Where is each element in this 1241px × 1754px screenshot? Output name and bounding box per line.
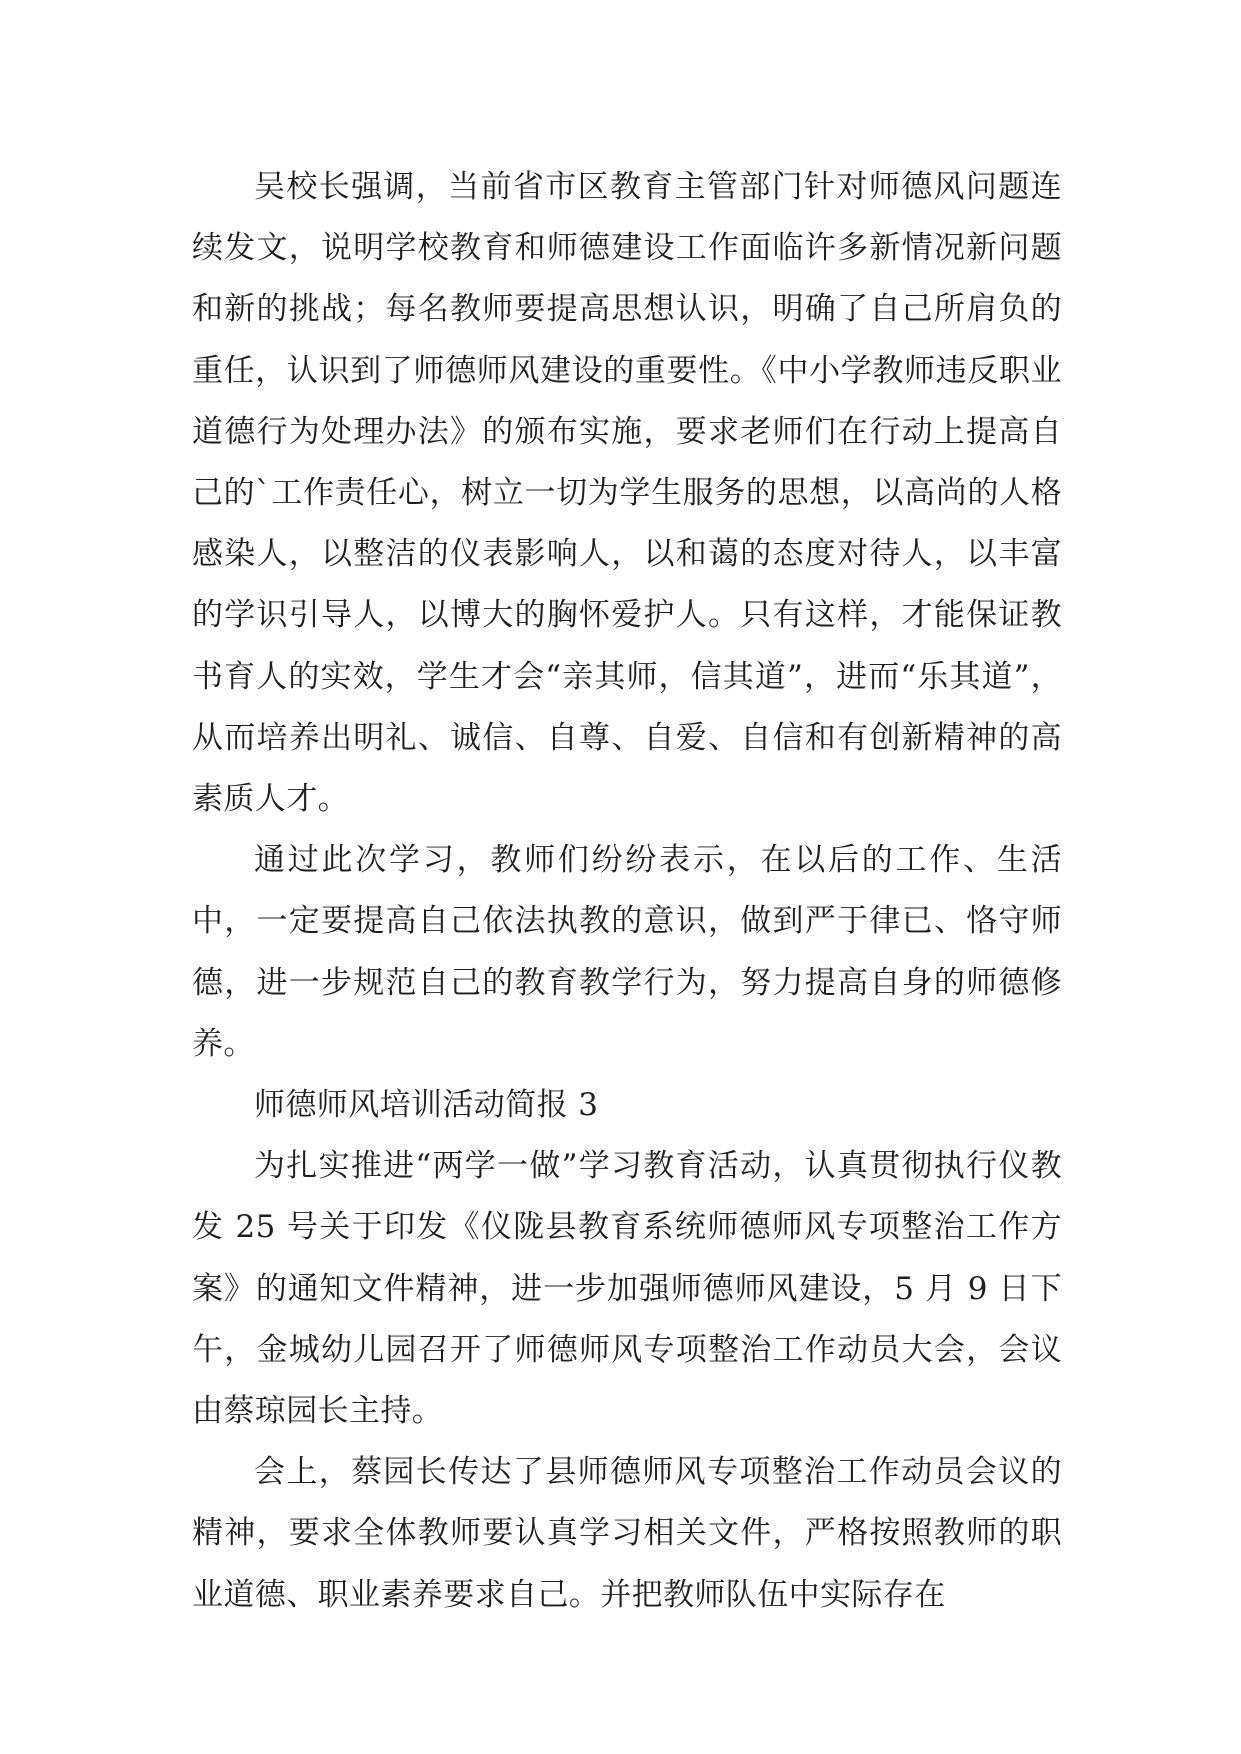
paragraph-principal-emphasis: 吴校长强调，当前省市区教育主管部门针对师德风问题连续发文，说明学校教育和师德建设工作面临许多新情况新问题和新的挑战；每名教师要提高思想认识，明确了自己所肩负的重任，认识到了师德师风建设的重要性。《中小学教师违反职业道德行为处理办法》的颁布实施，要求老师们在行动上提高自己的`工作责任心，树立一切为学生服务的思想，以高尚的人格感染人，以整洁的仪表影响人，以和蔼的态度对待人，以丰富的学识引导人，以博大的胸怀爱护人。只有这样，才能保证教书育人的实效，学生才会“亲其师，信其道”，进而“乐其道”，从而培养出明礼、诚信、自尊、自爱、自信和有创新精神的高素质人才。 xyxy=(192,169,1062,818)
section-heading: 师德师风培训活动简报 3 xyxy=(254,1087,599,1124)
paragraph-teacher-response: 通过此次学习，教师们纷纷表示，在以后的工作、生活中，一定要提高自己依法执教的意识，做到严于律已、恪守师德，进一步规范自己的教育教学行为，努力提高自身的师德修养。 xyxy=(192,842,1062,1062)
paragraph-meeting-spirit: 会上，蔡园长传达了县师德师风专项整治工作动员会议的精神，要求全体教师要认真学习相关文件，严格按照教师的职业道德、职业素养要求自己。并把教师队伍中实际存在 xyxy=(192,1454,1062,1613)
document-body xyxy=(192,157,1062,1626)
paragraph-mobilization-meeting: 为扎实推进“两学一做”学习教育活动，认真贯彻执行仪教发 25 号关于印发《仪陇县教育系统师德师风专项整治工作方案》的通知文件精神，进一步加强师德师风建设，5 月 9 日下午，金城幼儿园召开了师德师风专项整治工作动员大会，会议由蔡琼园长主持。 xyxy=(192,1148,1062,1430)
